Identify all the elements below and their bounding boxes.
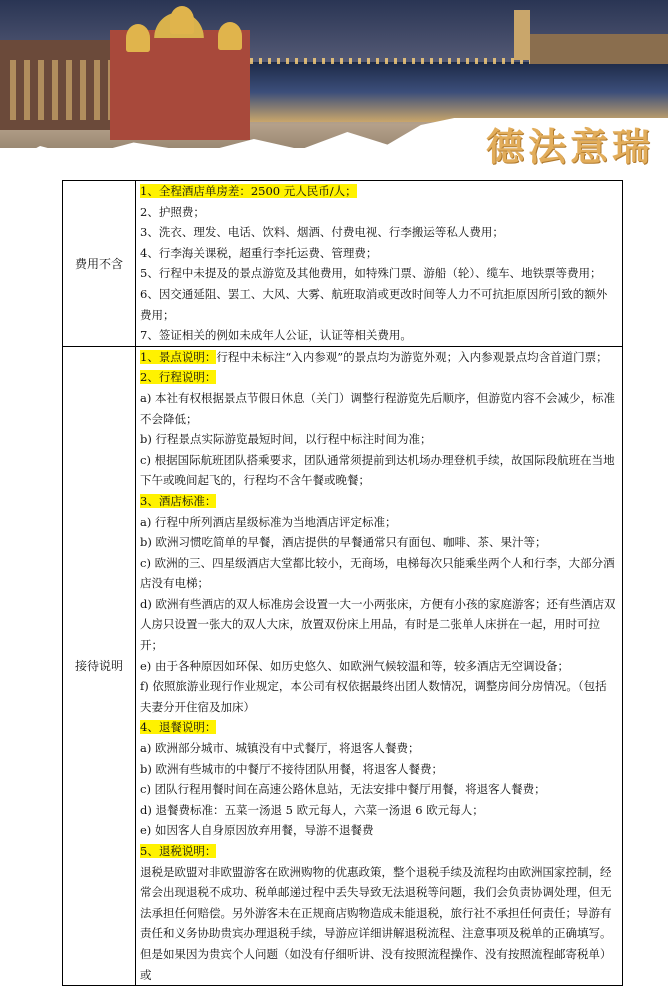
list-item: 3、洗衣、理发、电话、饮料、烟酒、付费电视、行李搬运等私人费用； [140, 225, 504, 240]
section-heading: 2、行程说明： [140, 370, 217, 385]
list-item [140, 347, 618, 368]
list-item: 4、行李海关课税，超重行李托运费、管理费； [140, 245, 378, 260]
itinerary-info-table [62, 180, 623, 986]
highlighted-text: 1、全程酒店单房差：2500 元人民币/人； [140, 184, 357, 198]
list-item: c) 团队行程用餐时间在高速公路休息站，无法安排中餐厅用餐，将退客人餐费； [140, 782, 546, 797]
table-row-reception-notes [63, 346, 623, 985]
section-heading: 1、景点说明： [140, 349, 217, 364]
fees-excluded-content [136, 181, 623, 347]
list-item: 7、签证相关的例如未成年人公证，认证等相关费用。 [140, 328, 412, 343]
brand-title: 德法意瑞 [485, 125, 654, 169]
church-dome [126, 24, 150, 52]
row-label: 接待说明 [63, 346, 136, 985]
section-heading: 5、退税说明： [140, 844, 217, 858]
church-dome [218, 22, 242, 50]
table-row-fees-excluded [63, 181, 623, 347]
list-item [140, 181, 618, 202]
list-item: b) 欧洲有些城市的中餐厅不接待团队用餐，将退客人餐费； [140, 761, 444, 776]
item-text: 行程中未标注“入内参观”的景点均为游览外观；入内参观景点均含首道门票； [216, 349, 608, 364]
list-item: d) 欧洲有些酒店的双人标准房会设置一大一小两张床，方便有小孩的家庭游客；还有些酒店双人房只设置一张大的双人大床，放置双份床上用品，有时是二张单人床拼在一起，用时可拉开； [140, 596, 616, 653]
list-item: b) 欧洲习惯吃简单的早餐，酒店提供的早餐通常只有面包、咖啡、茶、果汁等； [140, 535, 547, 550]
row-label: 费用不含 [63, 181, 136, 347]
banner-river [250, 62, 668, 122]
list-item: a) 欧洲部分城市、城镇没有中式餐厅，将退客人餐费； [140, 741, 420, 756]
section-heading-row [140, 367, 618, 388]
section-heading-row [140, 491, 618, 512]
list-item: f) 依照旅游业现行作业规定，本公司有权依据最终出团人数情况，调整房间分房情况。（包括夫妻分开住宿及加床） [140, 679, 607, 714]
list-item: b) 行程景点实际游览最短时间，以行程中标注时间为准； [140, 432, 432, 447]
list-item: 5、行程中未提及的景点游览及其他费用，如特殊门票、游船（轮）、缆车、地铁票等费用； [140, 266, 602, 281]
list-item: c) 根据国际航班团队搭乘要求，团队通常须提前到达机场办理登机手续，故国际段航班在当地下午或晚间起飞的，行程均不含午餐或晚餐； [140, 452, 615, 488]
list-item: c) 欧洲的三、四星级酒店大堂都比较小，无商场，电梯每次只能乘坐两个人和行李，大部分酒店没有电梯； [140, 555, 615, 591]
list-item: 6、因交通延阻、罢工、大风、大雾、航班取消或更改时间等人力不可抗拒原因所引致的额外费用； [140, 286, 608, 322]
banner-buildings-left [0, 40, 120, 130]
section-heading: 4、退餐说明： [140, 720, 217, 735]
banner-buildings-right [530, 34, 668, 64]
list-item: 2、护照费； [140, 204, 205, 219]
church-dome [170, 6, 194, 34]
list-item: e) 如因客人自身原因放弃用餐，导游不退餐费 [140, 823, 374, 838]
section-heading-row [140, 717, 618, 738]
section-heading-row [140, 841, 618, 862]
list-item: a) 本社有权根据景点节假日休息（关门）调整行程游览先后顺序，但游览内容不会减少，标准不会降低； [140, 390, 615, 426]
list-item: a) 行程中所列酒店星级标准为当地酒店评定标准； [140, 514, 397, 529]
reception-notes-content [136, 346, 623, 985]
header-banner [0, 0, 668, 178]
tax-refund-paragraph: 退税是欧盟对非欧盟游客在欧洲购物的优惠政策，整个退税手续及流程均由欧洲国家控制，经常会出现退税不成功、税单邮递过程中丢失导致无法退税等问题，我们会负责协调处理，但无法承担任何赔偿。另外游客未在正规商店购物造成未能退税，旅行社不承担任何责任；导游有责任和义务协助贵宾办理退税手续，导游应详细讲解退税流程、注意事项及税单的正确填写。但是如果因为贵宾个人问题（如没有仔细听讲、没有按照流程操作、没有按照流程邮寄税单）或 [140, 864, 612, 982]
list-item: d) 退餐费标准：五菜一汤退 5 欧元每人，六菜一汤退 6 欧元每人； [140, 802, 484, 817]
section-heading: 3、酒店标准： [140, 493, 217, 508]
list-item: e) 由于各种原因如环保、如历史悠久、如欧洲气候较温和等，较多酒店无空调设备； [140, 658, 569, 673]
banner-tower [514, 10, 530, 60]
